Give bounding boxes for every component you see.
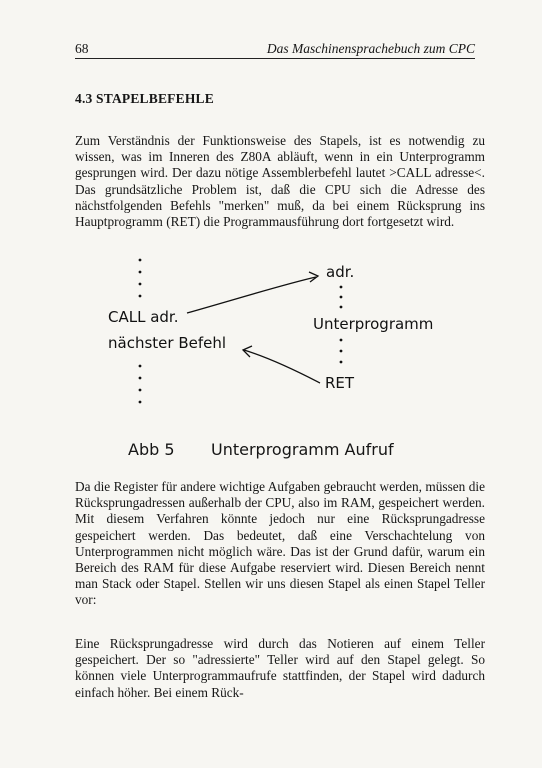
call-label: CALL adr. [108,308,179,326]
paragraph-intro: Zum Verständnis der Funktionsweise des Stapels, ist es notwendig zu wissen, was im Inneren des Z80A abläuft, wenn in ein Unterprogramm gesprungen wird. Der dazu nötige Assemblerbefehl lautet >CALL adresse<. Das grundsätzliche Problem ist, daß die CPU sich die Adresse des nächstfolgenden Befehls "merken" muß, da bei einem Rücksprung ins Hauptprogramm (RET) die Programmausführung dort fortgesetzt wird. [75,133,485,230]
figure-title: Unterprogramm Aufruf [211,440,394,459]
diagram-arrows [0,250,542,420]
ret-label: RET [325,374,355,392]
paragraph-registers: Da die Register für andere wichtige Aufgaben gebraucht werden, müssen die Rücksprungadressen außerhalb der CPU, also im RAM, gespeichert werden. Mit diesem Verfahren könnte jedoch nur eine Rücksprungadresse gespeichert werden. Das bedeutet, daß eine Verschachtelung von Unterprogrammen nicht möglich wäre. Das ist der Grund dafür, warum ein Bereich des RAM für diese Aufgabe reserviert wird. Diesen Bereich nennt man Stack oder Stapel. Stellen wir uns diesen Stapel als einen Stapel Teller vor: [75,479,485,608]
section-heading: 4.3 STAPELBEFEHLE [75,91,214,106]
running-title: Das Maschinensprachebuch zum CPC [266,41,475,56]
main-program-dots [139,259,142,404]
next-instruction-label: nächster Befehl [108,334,227,352]
return-arrow [244,350,320,383]
page-number: 68 [75,41,89,56]
call-arrow [187,277,316,313]
subroutine-label: Unterprogramm [313,315,434,333]
address-label: adr. [326,263,355,281]
figure-number: Abb 5 [128,440,175,459]
page-header [75,40,475,59]
call-diagram [0,250,542,420]
paragraph-plates: Eine Rücksprungadresse wird durch das Notieren auf einem Teller gespeichert. Der so "adressierte" Teller wird auf den Stapel gelegt. So können viele Unterprogrammaufrufe stattfinden, der Stapel wird dadurch einfach höher. Bei einem Rück- [75,636,485,700]
